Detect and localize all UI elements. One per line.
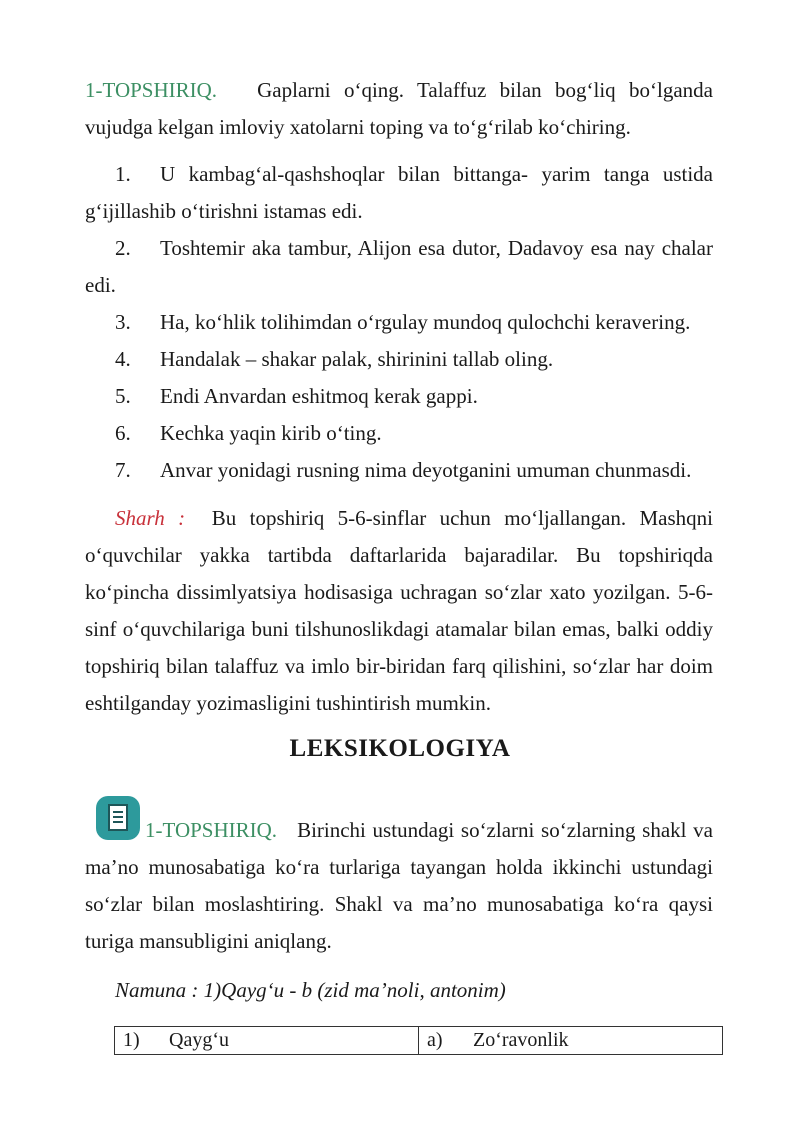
item-text: Handalak – shakar palak, shirinini tallab oling. <box>160 347 554 371</box>
item-text: U kambag‘al-qashshoqlar bilan bittanga- yarim tanga ustida g‘ijillashib o‘tirishni istamas edi. <box>85 162 713 223</box>
list-item <box>85 156 713 230</box>
left-cell <box>115 1027 419 1055</box>
item-number: 4. <box>115 347 131 371</box>
left-word: Qayg‘u <box>169 1029 229 1051</box>
right-key: a) <box>427 1029 443 1051</box>
item-number: 3. <box>115 310 131 334</box>
sharh-paragraph <box>85 500 713 722</box>
item-text: Kechka yaqin kirib o‘ting. <box>160 421 382 445</box>
right-word: Zo‘ravonlik <box>473 1029 569 1051</box>
item-text: Endi Anvardan eshitmoq kerak gappi. <box>160 384 478 408</box>
example-line: Namuna : 1)Qayg‘u - b (zid ma’noli, antonim) <box>115 978 506 1002</box>
task1-text: Gaplarni o‘qing. Talaffuz bilan bog‘liq bo‘lganda vujudga kelgan imloviy xatolarni toping va to‘g‘rilab ko‘chiring. <box>85 78 714 139</box>
item-number: 6. <box>115 421 131 445</box>
list-item <box>85 415 713 452</box>
task1-intro <box>85 72 713 146</box>
item-number: 1. <box>115 162 131 186</box>
item-number: 2. <box>115 236 131 260</box>
list-item <box>85 230 713 304</box>
item-number: 5. <box>115 384 131 408</box>
item-number: 7. <box>115 458 131 482</box>
item-text: Anvar yonidagi rusning nima deyotganini umuman chunmasdi. <box>160 458 692 482</box>
list-item <box>85 378 713 415</box>
task2-intro <box>85 812 713 960</box>
list-item <box>85 341 713 378</box>
section-title: LEKSIKOLOGIYA <box>289 735 511 762</box>
task2-text: Birinchi ustundagi so‘zlarni so‘zlarning shakl va ma’no munosabatiga ko‘ra turlariga tayangan holda ikkinchi ustundagi so‘zlar bilan moslashtiring. Shakl va ma’no munosabatiga ko‘ra qaysi turiga mansubligini aniqlang. <box>85 818 713 953</box>
list-item <box>85 452 713 489</box>
item-text: Toshtemir aka tambur, Alijon esa dutor, Dadavoy esa nay chalar edi. <box>85 236 713 297</box>
table-row <box>115 1027 723 1055</box>
right-cell <box>419 1027 723 1055</box>
left-key: 1) <box>123 1029 140 1051</box>
item-text: Ha, ko‘hlik tolihimdan o‘rgulay mundoq qulochchi keravering. <box>160 310 691 334</box>
list-item <box>85 304 713 341</box>
matching-table <box>114 1026 723 1055</box>
task1-label: 1-TOPSHIRIQ. <box>85 78 218 102</box>
sharh-text: Bu topshiriq 5-6-sinflar uchun mo‘ljallangan. Mashqni o‘quvchilar yakka tartibda daftarlarida bajaradilar. Bu topshiriqda ko‘pincha dissimlyatsiya hodisasiga uchragan so‘zlar xato yozilgan. 5-6-sinf o‘quvchilariga buni tilshunoslikdagi atamalar bilan emas, balki oddiy topshiriq bilan talaffuz va imlo bir-biridan farq qilishini, so‘zlar har doim eshtilganday yozimasligini tushintirish mumkin. <box>85 506 713 715</box>
task2-label: 1-TOPSHIRIQ. <box>145 818 278 842</box>
sharh-label: Sharh : <box>115 506 186 530</box>
